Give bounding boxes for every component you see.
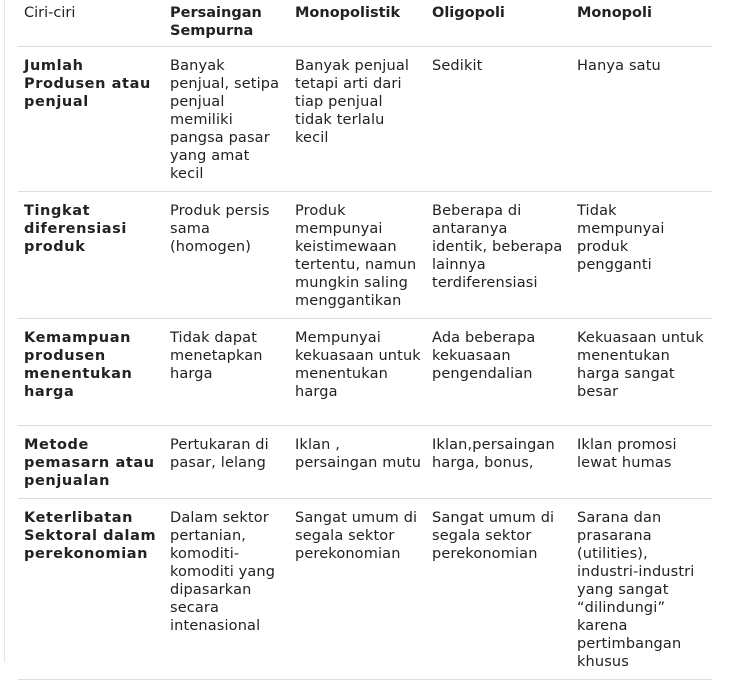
table-cell: Beberapa di antaranya identik, beberapa lainnya terdiferensiasi bbox=[426, 192, 571, 319]
table-cell: Mempunyai kekuasaan untuk menentukan harga bbox=[289, 319, 426, 426]
market-structure-table bbox=[18, 0, 712, 680]
table-row bbox=[18, 192, 712, 319]
table-cell: Banyak penjual, setipa penjual memiliki pangsa pasar yang amat kecil bbox=[164, 47, 289, 192]
table-row bbox=[18, 499, 712, 680]
table-cell: Pertukaran di pasar, lelang bbox=[164, 426, 289, 499]
row-label: Jumlah Produsen atau penjual bbox=[18, 47, 164, 192]
table-cell: Sangat umum di segala sektor perekonomian bbox=[426, 499, 571, 680]
table-row bbox=[18, 426, 712, 499]
table-cell: Iklan , persaingan mutu bbox=[289, 426, 426, 499]
table-cell: Banyak penjual tetapi arti dari tiap penjual tidak terlalu kecil bbox=[289, 47, 426, 192]
table-cell: Dalam sektor pertanian, komoditi-komoditi yang dipasarkan secara intenasional bbox=[164, 499, 289, 680]
row-label: Tingkat diferensiasi produk bbox=[18, 192, 164, 319]
header-monopoli: Monopoli bbox=[571, 0, 712, 47]
header-ciri-ciri: Ciri-ciri bbox=[18, 0, 164, 47]
header-monopolistik: Monopolistik bbox=[289, 0, 426, 47]
table-cell: Iklan promosi lewat humas bbox=[571, 426, 712, 499]
table-cell: Sedikit bbox=[426, 47, 571, 192]
table-cell: Kekuasaan untuk menentukan harga sangat besar bbox=[571, 319, 712, 426]
table-cell: Produk persis sama (homogen) bbox=[164, 192, 289, 319]
row-label: Metode pemasarn atau penjualan bbox=[18, 426, 164, 499]
table-cell: Tidak mempunyai produk pengganti bbox=[571, 192, 712, 319]
table-row bbox=[18, 47, 712, 192]
table-cell: Tidak dapat menetapkan harga bbox=[164, 319, 289, 426]
table-header-row bbox=[18, 0, 712, 47]
table-cell: Produk mempunyai keistimewaan tertentu, namun mungkin saling menggantikan bbox=[289, 192, 426, 319]
table-row bbox=[18, 319, 712, 426]
row-label: Keterlibatan Sektoral dalam perekonomian bbox=[18, 499, 164, 680]
table-cell: Iklan,persaingan harga, bonus, bbox=[426, 426, 571, 499]
header-persaingan-sempurna: Persaingan Sempurna bbox=[164, 0, 289, 47]
left-border-line bbox=[4, 0, 5, 662]
table-cell: Ada beberapa kekuasaan pengendalian bbox=[426, 319, 571, 426]
row-label: Kemampuan produsen menentukan harga bbox=[18, 319, 164, 426]
table-cell: Hanya satu bbox=[571, 47, 712, 192]
table-cell: Sarana dan prasarana (utilities), industri-industri yang sangat “dilindungi” karena pertimbangan khusus bbox=[571, 499, 712, 680]
table-cell: Sangat umum di segala sektor perekonomian bbox=[289, 499, 426, 680]
header-oligopoli: Oligopoli bbox=[426, 0, 571, 47]
